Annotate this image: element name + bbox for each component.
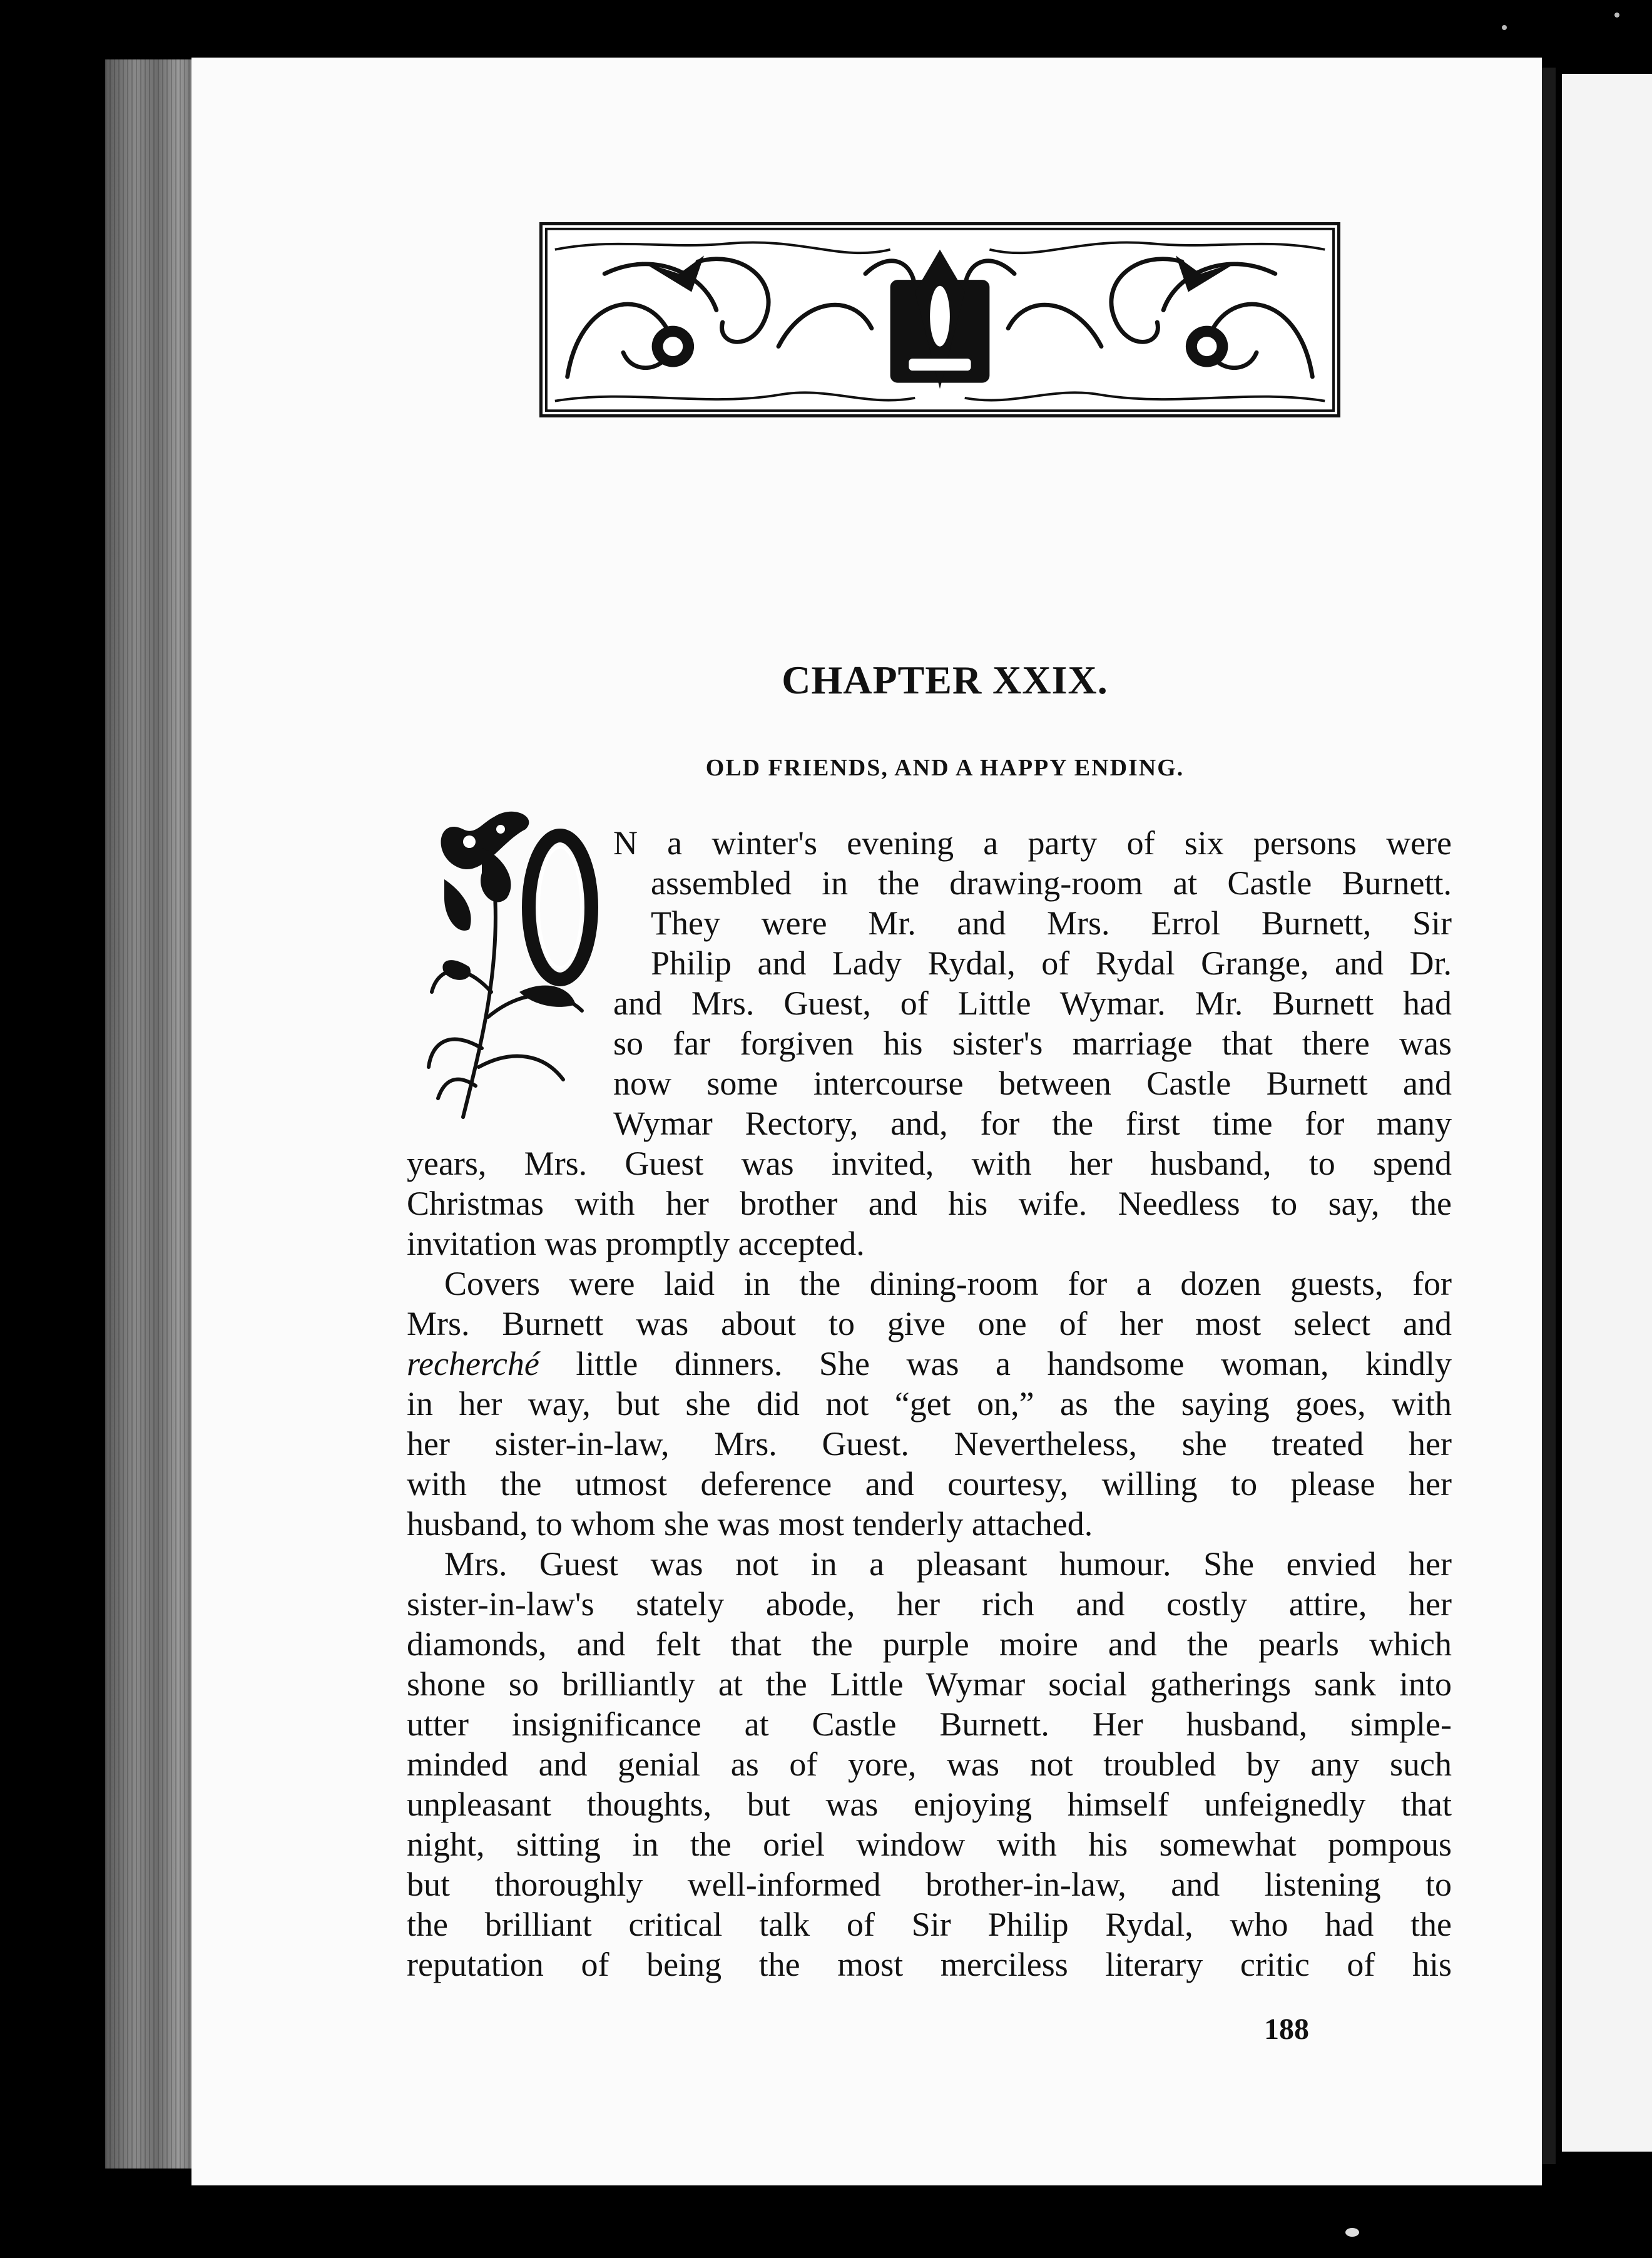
- text-line: husband, to whom she was most tenderly attached.: [407, 1505, 1093, 1543]
- text-line: with the utmost deference and courtesy, willing to please her: [407, 1465, 1452, 1503]
- book-spine: [105, 59, 191, 2169]
- text-line: diamonds, and felt that the purple moire and the pearls which: [407, 1625, 1452, 1663]
- chapter-subtitle: OLD FRIENDS, AND A HAPPY ENDING.: [705, 755, 1185, 781]
- text-line: Christmas with her brother and his wife. Needless to say, the: [407, 1185, 1452, 1222]
- text-line: recherché little dinners. She was a handsome woman, kindly: [407, 1345, 1452, 1382]
- text-line: Mrs. Burnett was about to give one of her most select and: [407, 1305, 1452, 1342]
- text-line: unpleasant thoughts, but was enjoying himself unfeignedly that: [407, 1785, 1452, 1823]
- text-line: night, sitting in the oriel window with his somewhat pompous: [407, 1826, 1452, 1863]
- scan-speck: [1502, 25, 1507, 30]
- text-line: now some intercourse between Castle Burnett and: [613, 1065, 1452, 1102]
- text-line: Wymar Rectory, and, for the first time for many: [613, 1105, 1452, 1142]
- text-line: reputation of being the most merciless literary critic of his: [407, 1946, 1452, 1983]
- scan-speck: [1614, 13, 1619, 18]
- text-line: years, Mrs. Guest was invited, with her husband, to spend: [407, 1145, 1452, 1182]
- text-line: in her way, but she did not “get on,” as the saying goes, with: [407, 1385, 1452, 1423]
- text-line: sister-in-law's stately abode, her rich and costly attire, her: [407, 1585, 1452, 1623]
- scan-speck: [1345, 2228, 1359, 2237]
- text-line: the brilliant critical talk of Sir Philip Rydal, who had the: [407, 1906, 1452, 1943]
- text-line: Covers were laid in the dining-room for a dozen guests, for: [444, 1265, 1452, 1302]
- text-line: minded and genial as of yore, was not troubled by any such: [407, 1745, 1452, 1783]
- chapter-title: CHAPTER XXIX.: [782, 658, 1108, 702]
- facing-page-edge: [1562, 74, 1652, 2152]
- page-gutter: [1542, 68, 1556, 2164]
- text-line: her sister-in-law, Mrs. Guest. Nevertheless, she treated her: [407, 1425, 1452, 1463]
- text-line: shone so brilliantly at the Little Wymar social gatherings sank into: [407, 1665, 1452, 1703]
- text-line: They were Mr. and Mrs. Errol Burnett, Sir: [651, 904, 1452, 942]
- text-line: assembled in the drawing-room at Castle Burnett.: [651, 864, 1452, 902]
- text-line: but thoroughly well-informed brother-in-law, and listening to: [407, 1866, 1452, 1903]
- ornamental-headpiece-icon: [539, 222, 1340, 417]
- text-line: N a winter's evening a party of six persons were: [613, 824, 1452, 862]
- text-line: invitation was promptly accepted.: [407, 1225, 865, 1262]
- text-line: utter insignificance at Castle Burnett. Her husband, simple-: [407, 1705, 1452, 1743]
- body-text: [407, 823, 1452, 1985]
- text-line: so far forgiven his sister's marriage that there was: [613, 1024, 1452, 1062]
- page-number: 188: [1264, 2013, 1309, 2046]
- text-line: Philip and Lady Rydal, of Rydal Grange, and Dr.: [651, 944, 1452, 982]
- text-line: and Mrs. Guest, of Little Wymar. Mr. Burnett had: [613, 984, 1452, 1022]
- text-line: Mrs. Guest was not in a pleasant humour. She envied her: [444, 1545, 1452, 1583]
